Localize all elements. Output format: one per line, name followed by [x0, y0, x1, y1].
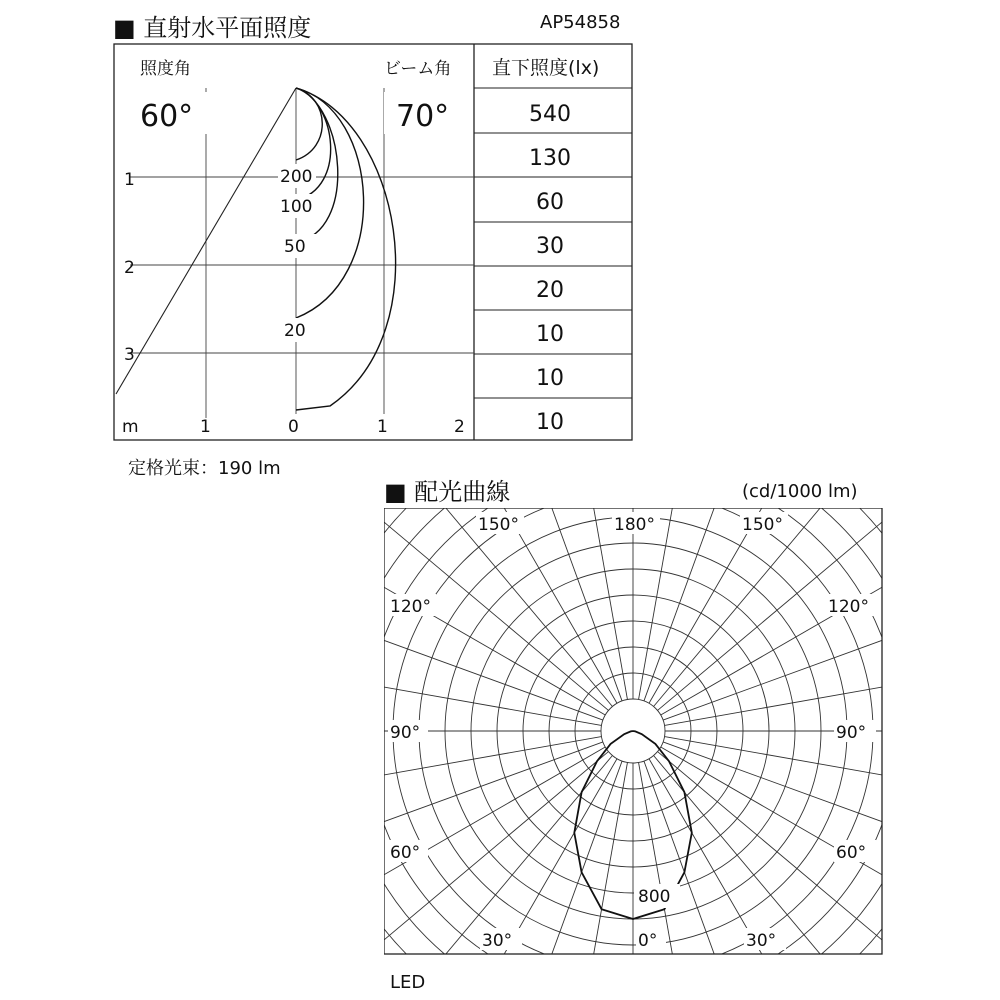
- angle-label-60-left: 60°: [390, 843, 421, 863]
- polar-spoke: [428, 508, 622, 701]
- angle-label-0: 0°: [638, 931, 658, 951]
- table-value: 10: [536, 366, 564, 391]
- contour-label-20: 20: [284, 321, 306, 341]
- angle-label-150-left: 150°: [478, 515, 519, 535]
- distribution-section-title: ■ 配光曲線: [384, 478, 511, 506]
- illuminance-diagram: [0, 0, 1000, 480]
- contour-label-100: 100: [280, 197, 313, 217]
- distribution-unit: (cd/1000 lm): [742, 481, 858, 502]
- angle-label-180: 180°: [614, 515, 655, 535]
- y-axis-label-3: 3: [124, 345, 135, 365]
- beam-angle-label: ビーム角: [384, 59, 452, 79]
- model-number: AP54858: [540, 12, 621, 33]
- polar-chart: [384, 508, 884, 956]
- angle-label-120-right: 120°: [828, 597, 869, 617]
- polar-spoke: [428, 761, 622, 956]
- angle-label-120-left: 120°: [390, 597, 431, 617]
- table-value: 60: [536, 190, 564, 215]
- table-value: 30: [536, 234, 564, 259]
- table-header: 直下照度(lx): [492, 57, 600, 79]
- contour-label-50: 50: [284, 237, 306, 257]
- light-source-label: LED: [390, 972, 426, 993]
- y-axis-label-1: 1: [124, 170, 135, 190]
- x-axis-label-right-2: 2: [454, 417, 465, 437]
- x-axis-unit: m: [122, 417, 139, 437]
- angle-label-90-left: 90°: [390, 723, 421, 743]
- illuminance-section-title: ■ 直射水平面照度: [113, 14, 312, 42]
- angle-label-30-left: 30°: [482, 931, 513, 951]
- polar-spoke: [529, 763, 628, 956]
- table-value: 10: [536, 322, 564, 347]
- table-value: 540: [529, 102, 571, 127]
- polar-spoke: [639, 763, 738, 956]
- angle-label-90-right: 90°: [836, 723, 867, 743]
- x-axis-label-left-1: 1: [200, 417, 211, 437]
- table-value: 20: [536, 278, 564, 303]
- x-axis-label-right-1: 1: [377, 417, 388, 437]
- table-value: 10: [536, 410, 564, 435]
- angle-label-60-right: 60°: [836, 843, 867, 863]
- beam-spread-label: 照度角: [140, 59, 191, 79]
- y-axis-label-2: 2: [124, 258, 135, 278]
- x-axis-label-0: 0: [288, 417, 299, 437]
- polar-spoke: [644, 508, 838, 701]
- contour-label-200: 200: [280, 167, 313, 187]
- polar-spoke: [644, 761, 838, 956]
- angle-label-150-right: 150°: [742, 515, 783, 535]
- polar-spoke: [663, 742, 884, 936]
- angle-label-30-right: 30°: [746, 931, 777, 951]
- beam-spread-value: 60°: [140, 99, 194, 134]
- beam-angle-value: 70°: [396, 99, 450, 134]
- polar-spoke: [663, 526, 884, 720]
- table-value: 130: [529, 146, 571, 171]
- scale-label-800: 800: [638, 887, 671, 907]
- rated-flux: 定格光束：190 lm: [128, 458, 281, 479]
